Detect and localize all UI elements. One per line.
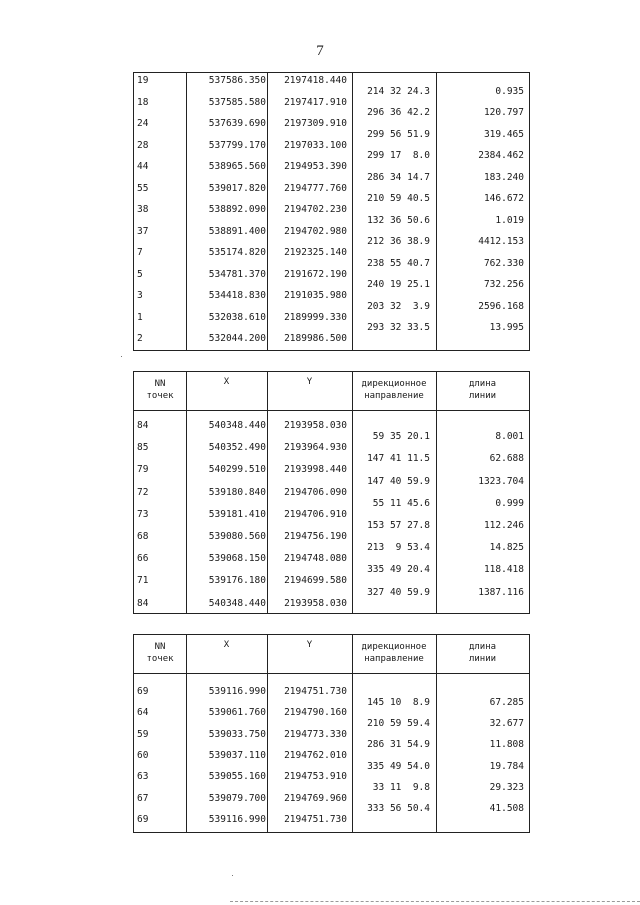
y-coordinate: 2197417.910 [284, 96, 347, 108]
y-coordinate: 2194699.580 [284, 575, 347, 587]
line-length: 11.808 [489, 739, 524, 751]
header-length: длина линии [468, 379, 497, 401]
point-number: 67 [137, 792, 149, 804]
line-length: 319.465 [483, 128, 524, 140]
y-coordinate: 2194702.980 [284, 225, 347, 237]
table-header [134, 372, 529, 411]
direction-angle: 210 59 40.5 [367, 193, 430, 205]
point-number: 5 [137, 268, 143, 280]
x-coordinate: 537639.690 [208, 118, 266, 129]
y-coordinate: 2197309.910 [284, 118, 347, 129]
point-number: 2 [137, 333, 143, 344]
direction-angle: 33 11 9.8 [372, 781, 430, 793]
x-coordinate: 532044.200 [208, 333, 266, 344]
line-length: 67.285 [489, 696, 524, 708]
point-number: 1 [137, 311, 143, 323]
direction-angle: 293 32 33.5 [367, 322, 430, 334]
line-length: 8.001 [495, 431, 524, 443]
y-coordinate: 2194762.010 [284, 749, 347, 761]
point-number: 44 [137, 161, 149, 172]
x-coordinate: 537585.580 [208, 96, 266, 108]
point-number: 73 [137, 508, 149, 520]
line-length: 1.019 [495, 214, 524, 226]
x-coordinate: 540348.440 [208, 420, 266, 431]
direction-angle: 213 9 53.4 [367, 542, 430, 554]
page-number: 7 [316, 43, 324, 59]
direction-angle: 238 55 40.7 [367, 257, 430, 269]
x-coordinate: 539181.410 [208, 508, 266, 520]
coordinates-table-2 [133, 371, 530, 614]
x-coordinate: 535174.820 [208, 247, 266, 258]
header-point-number: NN точек [146, 642, 174, 664]
line-length: 29.323 [489, 781, 524, 793]
point-number: 85 [137, 442, 149, 454]
y-coordinate: 2194773.330 [284, 728, 347, 740]
direction-angle: 59 35 20.1 [372, 431, 430, 443]
y-coordinate: 2189986.500 [284, 333, 347, 344]
direction-angle: 203 32 3.9 [367, 300, 430, 312]
direction-angle: 299 56 51.9 [367, 128, 430, 140]
point-number: 84 [137, 597, 149, 609]
y-coordinate: 2194756.190 [284, 531, 347, 542]
line-length: 1387.116 [478, 586, 524, 598]
line-length: 41.508 [489, 803, 524, 815]
x-coordinate: 538965.560 [208, 161, 266, 172]
x-coordinate: 539033.750 [208, 728, 266, 740]
x-coordinate: 537799.170 [208, 139, 266, 151]
line-length: 118.418 [483, 564, 524, 576]
line-length: 1323.704 [478, 475, 524, 487]
point-number: 38 [137, 204, 149, 215]
point-number: 79 [137, 464, 149, 476]
scan-speck [121, 356, 122, 357]
direction-angle: 153 57 27.8 [367, 519, 430, 531]
y-coordinate: 2194753.910 [284, 771, 347, 783]
y-coordinate: 2194706.910 [284, 508, 347, 520]
x-coordinate: 539068.150 [208, 553, 266, 565]
line-length: 4412.153 [478, 236, 524, 248]
line-length: 146.672 [483, 193, 524, 205]
point-number: 66 [137, 553, 149, 565]
table-header [134, 635, 529, 674]
y-coordinate: 2193964.930 [284, 442, 347, 454]
scan-speck [232, 875, 233, 876]
x-coordinate: 532038.610 [208, 311, 266, 323]
line-length: 0.935 [495, 85, 524, 97]
point-number: 71 [137, 575, 149, 587]
x-coordinate: 534418.830 [208, 290, 266, 301]
point-number: 69 [137, 686, 149, 697]
point-number: 64 [137, 707, 149, 719]
y-coordinate: 2194702.230 [284, 204, 347, 215]
direction-angle: 240 19 25.1 [367, 279, 430, 291]
point-number: 63 [137, 771, 149, 783]
x-coordinate: 540299.510 [208, 464, 266, 476]
direction-angle: 286 31 54.9 [367, 739, 430, 751]
header-y: Y [306, 640, 313, 650]
line-length: 112.246 [483, 519, 524, 531]
direction-angle: 327 40 59.9 [367, 586, 430, 598]
y-coordinate: 2191035.980 [284, 290, 347, 301]
header-x: X [223, 377, 230, 387]
line-length: 762.330 [483, 257, 524, 269]
x-coordinate: 537586.350 [208, 75, 266, 86]
point-number: 7 [137, 247, 143, 258]
point-number: 24 [137, 118, 149, 129]
point-number: 18 [137, 96, 149, 108]
y-coordinate: 2194751.730 [284, 813, 347, 825]
y-coordinate: 2193958.030 [284, 597, 347, 609]
direction-angle: 296 36 42.2 [367, 107, 430, 119]
direction-angle: 212 36 38.9 [367, 236, 430, 248]
x-coordinate: 538891.400 [208, 225, 266, 237]
line-length: 19.784 [489, 760, 524, 772]
line-length: 732.256 [483, 279, 524, 291]
scan-edge-line [230, 901, 640, 902]
line-length: 2384.462 [478, 150, 524, 162]
point-number: 59 [137, 728, 149, 740]
x-coordinate: 539037.110 [208, 749, 266, 761]
y-coordinate: 2194953.390 [284, 161, 347, 172]
y-coordinate: 2189999.330 [284, 311, 347, 323]
direction-angle: 145 10 8.9 [367, 696, 430, 708]
y-coordinate: 2194706.090 [284, 486, 347, 498]
direction-angle: 333 56 50.4 [367, 803, 430, 815]
line-length: 2596.168 [478, 300, 524, 312]
point-number: 60 [137, 749, 149, 761]
line-length: 32.677 [489, 717, 524, 729]
header-x: X [223, 640, 230, 650]
y-coordinate: 2192325.140 [284, 247, 347, 258]
line-length: 13.995 [489, 322, 524, 334]
y-coordinate: 2194777.760 [284, 182, 347, 194]
line-length: 14.825 [489, 542, 524, 554]
direction-angle: 132 36 50.6 [367, 214, 430, 226]
x-coordinate: 540352.490 [208, 442, 266, 454]
x-coordinate: 534781.370 [208, 268, 266, 280]
header-point-number: NN точек [146, 379, 174, 401]
header-y: Y [306, 377, 313, 387]
header-direction: дирекционное направление [361, 642, 427, 664]
y-coordinate: 2194748.080 [284, 553, 347, 565]
x-coordinate: 540348.440 [208, 597, 266, 609]
point-number: 19 [137, 75, 149, 86]
line-length: 0.999 [495, 497, 524, 509]
y-coordinate: 2193958.030 [284, 420, 347, 431]
y-coordinate: 2197033.100 [284, 139, 347, 151]
point-number: 3 [137, 290, 143, 301]
x-coordinate: 539017.820 [208, 182, 266, 194]
point-number: 72 [137, 486, 149, 498]
header-direction: дирекционное направление [361, 379, 427, 401]
direction-angle: 335 49 54.0 [367, 760, 430, 772]
header-length: длина линии [468, 642, 497, 664]
line-length: 183.240 [483, 171, 524, 183]
y-coordinate: 2194769.960 [284, 792, 347, 804]
direction-angle: 299 17 8.0 [367, 150, 430, 162]
x-coordinate: 539116.990 [208, 686, 266, 697]
x-coordinate: 539180.840 [208, 486, 266, 498]
y-coordinate: 2193998.440 [284, 464, 347, 476]
point-number: 84 [137, 420, 149, 431]
direction-angle: 335 49 20.4 [367, 564, 430, 576]
direction-angle: 214 32 24.3 [367, 85, 430, 97]
direction-angle: 55 11 45.6 [372, 497, 430, 509]
x-coordinate: 538892.090 [208, 204, 266, 215]
direction-angle: 210 59 59.4 [367, 717, 430, 729]
point-number: 37 [137, 225, 149, 237]
coordinates-table-3 [133, 634, 530, 833]
x-coordinate: 539080.560 [208, 531, 266, 542]
x-coordinate: 539176.180 [208, 575, 266, 587]
x-coordinate: 539079.700 [208, 792, 266, 804]
line-length: 120.797 [483, 107, 524, 119]
y-coordinate: 2191672.190 [284, 268, 347, 280]
direction-angle: 286 34 14.7 [367, 171, 430, 183]
x-coordinate: 539055.160 [208, 771, 266, 783]
coordinates-table-1 [133, 72, 530, 351]
point-number: 55 [137, 182, 149, 194]
y-coordinate: 2194751.730 [284, 686, 347, 697]
point-number: 69 [137, 813, 149, 825]
line-length: 62.688 [489, 453, 524, 465]
direction-angle: 147 40 59.9 [367, 475, 430, 487]
point-number: 68 [137, 531, 149, 542]
point-number: 28 [137, 139, 149, 151]
x-coordinate: 539116.990 [208, 813, 266, 825]
y-coordinate: 2197418.440 [284, 75, 347, 86]
y-coordinate: 2194790.160 [284, 707, 347, 719]
x-coordinate: 539061.760 [208, 707, 266, 719]
direction-angle: 147 41 11.5 [367, 453, 430, 465]
